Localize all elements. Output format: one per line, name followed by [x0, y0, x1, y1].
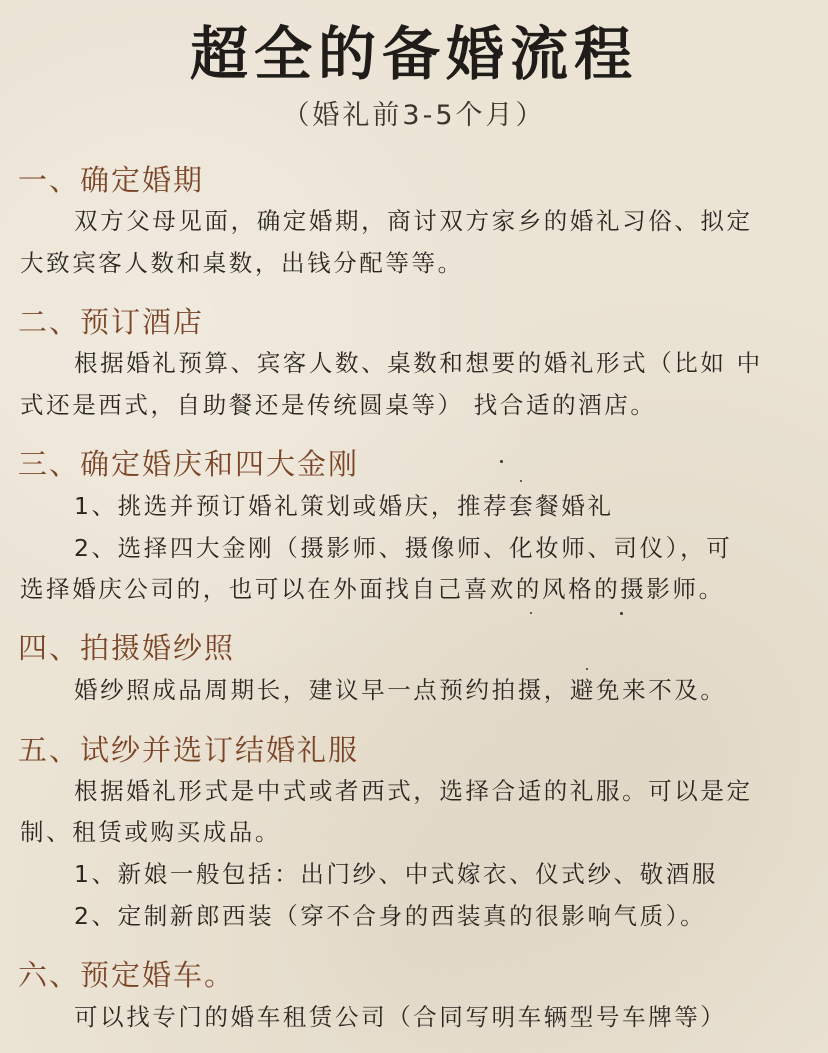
- section-1-heading: 一、确定婚期: [18, 163, 205, 197]
- section-2-heading: 二、预订酒店: [18, 305, 205, 339]
- paper-speck: [530, 612, 532, 614]
- section-5-line-2: 制、租赁或购买成品。: [20, 818, 281, 846]
- section-4-heading: 四、拍摄婚纱照: [18, 631, 236, 665]
- paper-speck: [500, 460, 503, 463]
- section-3-line-3: 选择婚庆公司的，也可以在外面找自己喜欢的风格的摄影师。: [20, 575, 725, 603]
- section-3-line-2: 2、选择四大金刚（摄影师、摄像师、化妆师、司仪），可: [74, 534, 733, 562]
- section-6-line-1: 可以找专门的婚车租赁公司（合同写明车辆型号车牌等）: [74, 1003, 727, 1031]
- paper-speck: [620, 612, 623, 615]
- section-1-line-1: 双方父母见面，确定婚期，商讨双方家乡的婚礼习俗、拟定: [74, 207, 753, 235]
- section-5-heading: 五、试纱并选订结婚礼服: [18, 733, 360, 767]
- section-3-line-1: 1、挑选并预订婚礼策划或婚庆，推荐套餐婚礼: [74, 492, 614, 520]
- section-2-line-2: 式还是西式，自助餐还是传统圆桌等） 找合适的酒店。: [20, 391, 657, 419]
- section-1-line-2: 大致宾客人数和桌数，出钱分配等等。: [20, 249, 464, 277]
- section-3-heading: 三、确定婚庆和四大金刚: [18, 447, 360, 481]
- page-subtitle: （婚礼前3-5个月）: [282, 100, 546, 131]
- section-5-line-4: 2、定制新郎西装（穿不合身的西装真的很影响气质）。: [74, 902, 707, 930]
- section-2-line-1: 根据婚礼预算、宾客人数、桌数和想要的婚礼形式（比如 中: [74, 349, 763, 377]
- paper-speck: [520, 480, 522, 482]
- section-4-line-1: 婚纱照成品周期长，建议早一点预约拍摄，避免来不及。: [74, 676, 727, 704]
- section-6-heading: 六、预定婚车。: [18, 958, 236, 992]
- page-title: 超全的备婚流程: [189, 20, 638, 88]
- section-5-line-1: 根据婚礼形式是中式或者西式，选择合适的礼服。可以是定: [74, 777, 753, 805]
- section-5-line-3: 1、新娘一般包括：出门纱、中式嫁衣、仪式纱、敬酒服: [74, 860, 718, 888]
- paper-speck: [586, 668, 588, 670]
